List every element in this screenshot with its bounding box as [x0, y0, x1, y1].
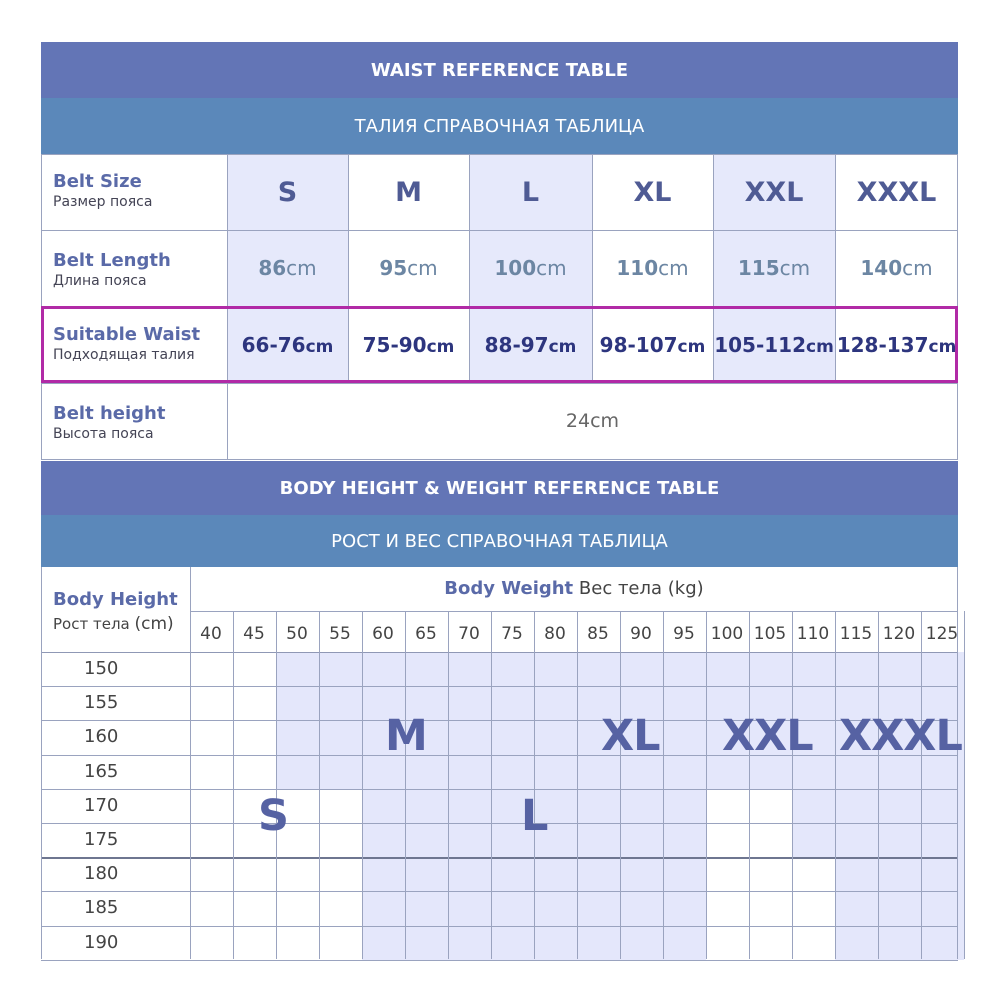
size-zone-cell [620, 891, 663, 926]
size-zone-cell [835, 823, 878, 858]
body-weight-unit: (kg) [667, 578, 704, 599]
size-zone-cell [835, 891, 878, 926]
belt-height-label-en: Belt height [53, 403, 166, 424]
size-zone-cell [405, 891, 448, 926]
height-tick: 150 [84, 658, 119, 679]
size-zone-cell [448, 926, 491, 961]
grid-col-divider [577, 611, 578, 959]
weight-tick: 110 [796, 624, 830, 644]
belt-length-label [53, 250, 171, 290]
size-zone-cell [276, 686, 319, 721]
belt-length-cell [592, 230, 713, 306]
body-height-ru-text: Рост тела [53, 615, 130, 633]
belt-length-cell [469, 230, 592, 306]
size-zone-cell [577, 926, 620, 961]
grid-col-divider [233, 611, 234, 959]
size-zone-cell [405, 789, 448, 824]
size-zone-cell [878, 789, 921, 824]
size-zone-cell [534, 686, 577, 721]
suitable-waist-value: 128-137cm [836, 332, 957, 357]
grid-col-divider [749, 611, 750, 959]
body-weight-ru: Вес тела [578, 578, 663, 599]
belt-length-cell [227, 230, 348, 306]
weight-tick: 105 [753, 624, 787, 644]
size-zone-cell [405, 652, 448, 687]
grid-row-divider [41, 857, 958, 859]
belt-length-cell [348, 230, 469, 306]
grid-col-divider [792, 611, 793, 959]
grid-row-divider [41, 823, 958, 824]
size-zone-cell [663, 823, 706, 858]
size-zone-cell [534, 926, 577, 961]
size-zone-cell [491, 720, 534, 755]
belt-length-value: 110cm [616, 256, 689, 280]
suitable-waist-value: 88-97cm [484, 332, 577, 357]
weight-tick: 95 [673, 624, 695, 644]
size-zone-label: M [385, 711, 427, 761]
size-zone-cell [534, 652, 577, 687]
size-zone-cell [835, 857, 878, 892]
size-zone-label: XXXL [839, 711, 962, 761]
weight-tick: 50 [286, 624, 308, 644]
belt-height-label-ru: Высота пояса [53, 426, 154, 442]
grid-col-divider [319, 611, 320, 959]
size-zone-cell [663, 686, 706, 721]
belt-size-label [53, 171, 152, 211]
size-zone-cell [792, 823, 835, 858]
grid-col-divider [276, 611, 277, 959]
size-zone-cell [319, 686, 362, 721]
height-tick: 190 [84, 932, 119, 953]
size-zone-cell [448, 686, 491, 721]
size-zone-cell [663, 891, 706, 926]
belt-size-label-ru: Размер пояса [53, 194, 153, 210]
size-zone-cell [663, 652, 706, 687]
belt-size-cell [713, 154, 835, 230]
size-zone-cell [362, 857, 405, 892]
size-zone-cell [448, 720, 491, 755]
weight-tick: 125 [925, 624, 959, 644]
size-zone-cell [620, 857, 663, 892]
belt-length-cell [835, 230, 958, 306]
height-tick: 165 [84, 761, 119, 782]
belt-length-value: 100cm [494, 256, 567, 280]
belt-size-value: M [395, 176, 422, 208]
waist-table-title: WAIST REFERENCE TABLE [41, 42, 958, 98]
belt-size-value: XXXL [856, 176, 937, 208]
grid-col-divider [362, 611, 363, 959]
grid-row-divider [41, 891, 958, 892]
size-zone-cell [835, 926, 878, 961]
size-zone-cell [663, 720, 706, 755]
size-zone-cell [448, 857, 491, 892]
weight-header-divider [190, 611, 958, 612]
size-zone-cell [534, 720, 577, 755]
size-zone-cell [491, 755, 534, 790]
size-zone-cell [362, 926, 405, 961]
body-weight-label [190, 578, 958, 599]
grid-col-divider [620, 611, 621, 959]
size-zone-label: L [521, 791, 548, 841]
size-zone-cell [792, 652, 835, 687]
size-zone-cell [620, 823, 663, 858]
size-zone-cell [491, 857, 534, 892]
size-zone-cell [491, 891, 534, 926]
belt-size-value: L [521, 176, 540, 208]
belt-size-cell [592, 154, 713, 230]
height-tick: 170 [84, 795, 119, 816]
weight-tick: 120 [882, 624, 916, 644]
grid-col-divider [663, 611, 664, 959]
grid-col-divider [964, 611, 965, 959]
height-tick: 175 [84, 829, 119, 850]
size-zone-cell [878, 926, 921, 961]
size-zone-cell [491, 926, 534, 961]
size-zone-cell [448, 755, 491, 790]
size-zone-cell [878, 857, 921, 892]
grid-row-divider [41, 789, 958, 790]
belt-size-cell [835, 154, 958, 230]
size-zone-cell [448, 789, 491, 824]
suitable-waist-value: 66-76cm [241, 332, 334, 357]
size-zone-cell [663, 857, 706, 892]
size-zone-cell [534, 857, 577, 892]
belt-size-cell [469, 154, 592, 230]
belt-length-value: 86cm [258, 256, 317, 280]
waist-table-title-ru: ТАЛИЯ СПРАВОЧНАЯ ТАБЛИЦА [41, 98, 958, 154]
belt-height-text: 24cm [565, 410, 620, 432]
size-zone-cell [835, 789, 878, 824]
weight-tick: 115 [839, 624, 873, 644]
size-zone-cell [362, 789, 405, 824]
belt-height-label [53, 403, 165, 443]
weight-tick: 45 [243, 624, 265, 644]
size-zone-cell [491, 686, 534, 721]
weight-tick: 55 [329, 624, 351, 644]
waist-row-divider [41, 383, 958, 384]
size-zone-cell [319, 652, 362, 687]
body-height-label-ru [53, 614, 174, 634]
size-zone-cell [577, 823, 620, 858]
size-zone-cell [878, 891, 921, 926]
grid-col-divider [448, 611, 449, 959]
belt-size-value: XL [633, 176, 672, 208]
suitable-waist-highlight [41, 306, 958, 383]
body-height-unit: (cm) [134, 614, 174, 634]
size-zone-cell [276, 652, 319, 687]
size-zone-cell [878, 823, 921, 858]
size-zone-cell [448, 652, 491, 687]
grid-row-divider [41, 926, 958, 927]
size-zone-cell [405, 857, 448, 892]
weight-tick: 75 [501, 624, 523, 644]
grid-col-divider [835, 611, 836, 959]
height-tick: 180 [84, 863, 119, 884]
belt-length-value: 140cm [860, 256, 933, 280]
size-zone-cell [577, 891, 620, 926]
size-zone-cell [534, 755, 577, 790]
waist-col-divider [227, 383, 228, 459]
belt-height-value [227, 383, 958, 459]
suitable-waist-value: 105-112cm [714, 332, 834, 357]
weight-tick: 65 [415, 624, 437, 644]
size-zone-cell [491, 652, 534, 687]
size-zone-label: XL [601, 711, 660, 761]
belt-size-cell [227, 154, 348, 230]
size-zone-cell [362, 891, 405, 926]
suitable-waist-value: 98-107cm [599, 332, 706, 357]
size-zone-cell [663, 755, 706, 790]
size-zone-cell [620, 926, 663, 961]
grid-col-divider [405, 611, 406, 959]
size-zone-cell [663, 926, 706, 961]
grid-row-divider [41, 960, 958, 961]
size-zone-label: S [258, 791, 288, 841]
height-tick: 155 [84, 692, 119, 713]
size-zone-cell [577, 652, 620, 687]
suitable-waist-label-ru: Подходящая талия [53, 347, 195, 363]
size-zone-cell [663, 789, 706, 824]
size-zone-cell [319, 755, 362, 790]
size-zone-cell [362, 652, 405, 687]
body-table-title-ru: РОСТ И ВЕС СПРАВОЧНАЯ ТАБЛИЦА [41, 515, 958, 567]
grid-col-divider [491, 611, 492, 959]
grid-col-divider [534, 611, 535, 959]
size-zone-cell [362, 823, 405, 858]
size-zone-cell [835, 652, 878, 687]
weight-tick: 60 [372, 624, 394, 644]
size-zone-cell [577, 789, 620, 824]
size-zone-cell [577, 857, 620, 892]
size-zone-cell [448, 891, 491, 926]
body-weight-en: Body Weight [444, 578, 574, 599]
body-height-label: Body Height [53, 589, 178, 610]
size-zone-cell [749, 652, 792, 687]
size-zone-cell [276, 720, 319, 755]
grid-col-divider [41, 567, 42, 959]
size-zone-cell [792, 789, 835, 824]
waist-row-divider [41, 459, 958, 460]
size-zone-cell [534, 891, 577, 926]
weight-tick: 90 [630, 624, 652, 644]
grid-row-divider [41, 686, 958, 687]
size-zone-cell [448, 823, 491, 858]
grid-col-divider [878, 611, 879, 959]
height-tick: 160 [84, 726, 119, 747]
grid-col-divider [921, 611, 922, 959]
belt-length-label-ru: Длина пояса [53, 273, 147, 289]
weight-tick: 40 [200, 624, 222, 644]
weight-tick: 85 [587, 624, 609, 644]
size-zone-cell [276, 755, 319, 790]
grid-col-divider [706, 611, 707, 959]
size-zone-label: XXL [722, 711, 813, 761]
belt-size-value: S [277, 176, 298, 208]
size-zone-cell [405, 823, 448, 858]
size-zone-cell [620, 789, 663, 824]
size-zone-cell [878, 652, 921, 687]
belt-size-cell [348, 154, 469, 230]
belt-length-value: 95cm [379, 256, 438, 280]
size-zone-cell [319, 720, 362, 755]
belt-size-value: XXL [744, 176, 804, 208]
weight-tick: 80 [544, 624, 566, 644]
size-zone-cell [405, 926, 448, 961]
belt-size-label-en: Belt Size [53, 171, 142, 192]
weight-tick: 70 [458, 624, 480, 644]
grid-row-divider [41, 755, 958, 756]
belt-length-label-en: Belt Length [53, 250, 171, 271]
size-zone-cell [706, 652, 749, 687]
grid-header-divider [41, 652, 958, 653]
belt-length-value: 115cm [737, 256, 811, 280]
belt-length-cell [713, 230, 835, 306]
suitable-waist-value: 75-90cm [362, 332, 455, 357]
body-table-title: BODY HEIGHT & WEIGHT REFERENCE TABLE [41, 461, 958, 515]
weight-tick: 100 [710, 624, 744, 644]
suitable-waist-label-en: Suitable Waist [53, 324, 201, 345]
height-tick: 185 [84, 897, 119, 918]
grid-row-divider [41, 720, 958, 721]
size-zone-cell [620, 652, 663, 687]
